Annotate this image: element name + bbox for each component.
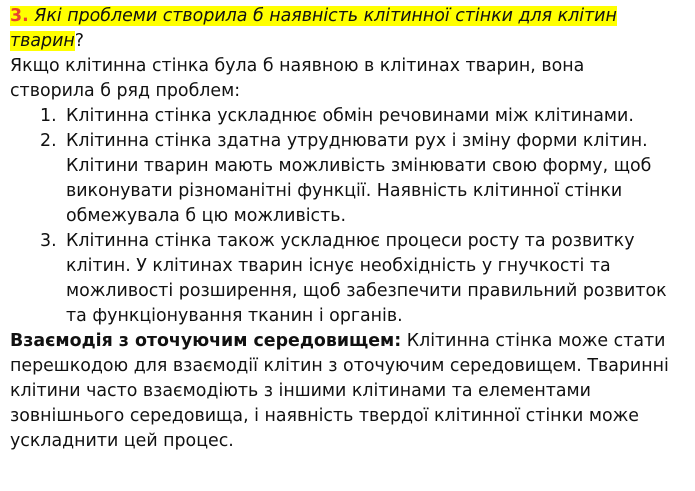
conclusion-line: клітини часто взаємодіють з іншими клітинами та елементами [10,381,591,401]
list-item-3-continuation: клітин. У клітинах тварин існує необхідність у гнучкості та [66,256,611,276]
conclusion-heading: Взаємодія з оточуючим середовищем: [10,331,402,351]
conclusion-line: перешкодою для взаємодії клітин з оточуючим середовищем. Тваринні [10,356,669,376]
question-number: 3. [10,6,29,26]
question-text: Які проблеми створила б наявність клітинної стінки для клітин [28,6,617,26]
list-number: 1. [40,106,57,126]
question-mark: ? [74,31,84,51]
list-item-2-continuation: обмежувала б цю можливість. [66,206,346,226]
intro-line: Якщо клітинна стінка була б наявною в клітинах тварин, вона [10,56,585,76]
question-text-continued: тварин [10,31,75,51]
list-item-3 [40,229,634,254]
list-text: Клітинна стінка також ускладнює процеси росту та розвитку [66,231,635,251]
intro-line: створила б ряд проблем: [10,81,241,101]
conclusion-line-1 [10,329,665,354]
list-item-2-continuation: Клітини тварин мають можливість змінювати свою форму, щоб [66,156,652,176]
list-number: 2. [40,131,57,151]
conclusion-line: зовнішнього середовища, і наявність твердої клітинної стінки може [10,406,640,426]
list-item-2-continuation: виконувати різноманітні функції. Наявність клітинної стінки [66,181,623,201]
question-line-1 [10,4,617,29]
list-text: Клітинна стінка ускладнює обмін речовинами між клітинами. [66,106,634,126]
conclusion-line: ускладнити цей процес. [10,431,234,451]
list-item-2 [40,129,648,154]
list-number: 3. [40,231,57,251]
question-highlight [10,6,617,26]
list-text: Клітинна стінка здатна утруднювати рух і зміну форми клітин. [66,131,648,151]
list-item-3-continuation: та функціонування тканин і органів. [66,306,403,326]
list-item-3-continuation: можливості розширення, щоб забезпечити правильний розвиток [66,281,667,301]
conclusion-text: Клітинна стінка може стати [401,331,666,351]
list-item-1 [40,104,634,129]
question-line-2 [10,29,84,54]
